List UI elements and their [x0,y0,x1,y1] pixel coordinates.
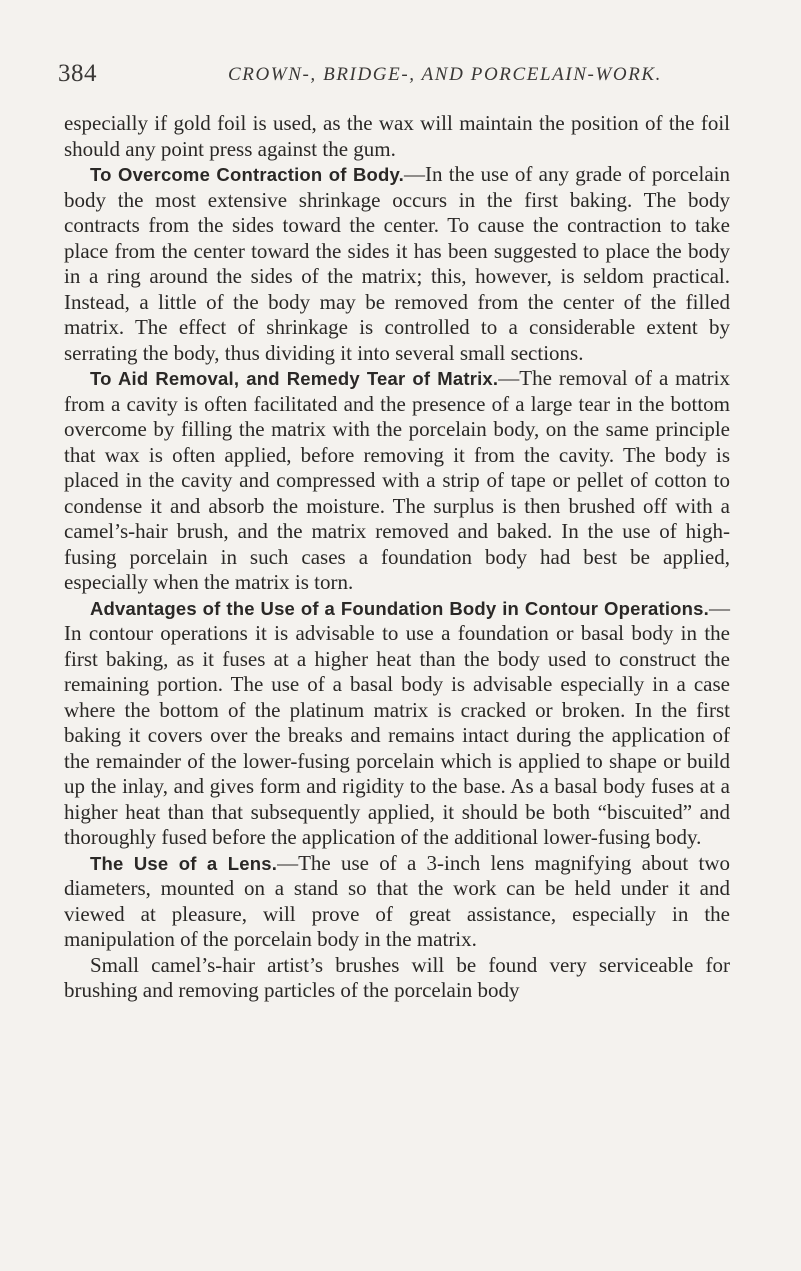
paragraph-contraction [64,162,730,366]
paragraph-foundation-body [64,596,730,851]
section-heading-removal-tear: To Aid Removal, and Remedy Tear of Matrix. [90,368,499,389]
running-head [52,60,752,90]
paragraph-lens [64,851,730,953]
paragraph-text: —In contour operations it is advisable to use a foundation or basal body in the first baking, as it fuses at a higher heat than the body used to construct the remaining portion. The use of a basal body is advisable especially in a case where the bottom of the platinum matrix is cracked or broken. In the first baking it covers over the breaks and remains intact during the application of the remainder of the lower-fusing porcelain which is applied to shape or build up the inlay, and gives form and rigidity to the base. As a basal body fuses at a higher heat than that subsequently applied, it should be both “biscuited” and thoroughly fused before the application of the additional lower-fusing body. [64,595,730,849]
paragraph-text: —The removal of a matrix from a cavity is often facilitated and the presence of a large tear in the bottom overcome by filling the matrix with the porcelain body, on the same principle that wax is often applied, before removing it from the cavity. The body is placed in the cavity and compressed with a strip of tape or pellet of cotton to condense it and absorb the moisture. The surplus is then brushed off with a camel’s-hair brush, and the matrix removed and baked. In the use of high-fusing porcelain in such cases a foundation body had best be applied, especially when the matrix is torn. [64,366,730,594]
paragraph-continuation [64,111,730,162]
text-body [64,111,730,1004]
paragraph-brushes [64,953,730,1004]
section-heading-contraction: To Overcome Contraction of Body. [90,164,404,185]
section-heading-foundation-body: Advantages of the Use of a Foundation Body in Contour Operations. [90,597,709,619]
paragraph-text: —In the use of any grade of porcelain body the most extensive shrinkage occurs in the first baking. The body contracts from the sides toward the center. To cause the contraction to take place from the center toward the sides it has been suggested to place the body in a ring around the sides of the matrix; this, however, is seldom practical. Instead, a little of the body may be removed from the center of the filled matrix. The effect of shrinkage is controlled to a considerable extent by serrating the body, thus dividing it into several small sections. [64,162,730,365]
running-title: CROWN-, BRIDGE-, AND PORCELAIN-WORK. [228,64,663,85]
paragraph-removal-tear [64,366,730,596]
paragraph-text: Small camel’s-hair artist’s brushes will be found very serviceable for brushing and removing particles of the porcelain body [64,952,730,1002]
paragraph-text: —The use of a 3-inch lens magnifying about two diameters, mounted on a stand so that the work can be held under it and viewed at pleasure, will prove of great assistance, especially in the manipulation of the porcelain body in the matrix. [64,850,731,951]
section-heading-lens: The Use of a Lens. [90,852,278,874]
paragraph-text: especially if gold foil is used, as the wax will maintain the position of the foil should any point press against the gum. [64,111,730,161]
page-number: 384 [58,60,97,87]
